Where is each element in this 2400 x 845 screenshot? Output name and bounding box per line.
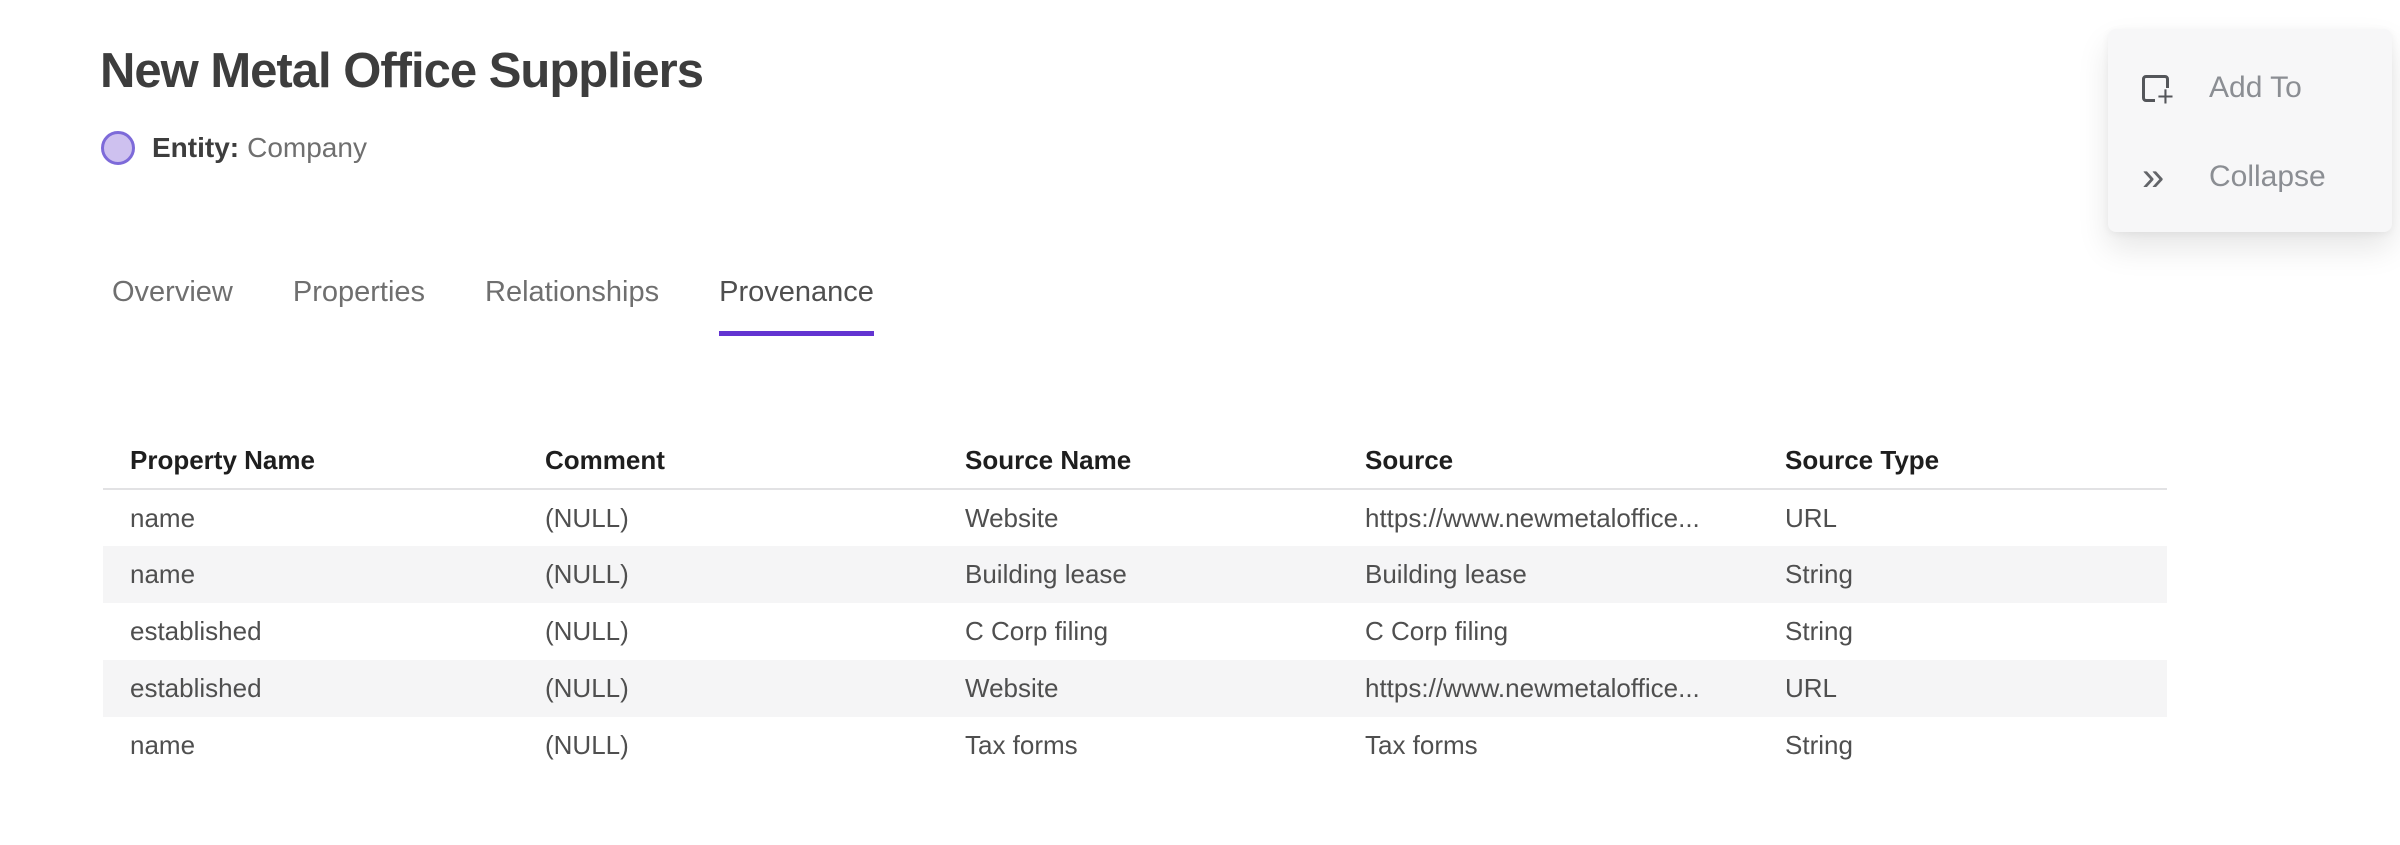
cell-comment: (NULL) [545,502,629,533]
tab-provenance[interactable]: Provenance [719,276,874,336]
cell-property-name: name [130,730,196,760]
tab-overview[interactable]: Overview [112,276,233,308]
table-row[interactable] [103,603,2167,660]
tab-relationships[interactable]: Relationships [485,276,660,308]
cell-property-name: established [130,673,262,703]
column-header-source-name: Source Name [938,432,1338,489]
cell-source-name: Website [965,673,1059,703]
cell-source-name: Tax forms [965,730,1078,760]
floating-action-panel [2108,29,2392,232]
cell-source: Tax forms [1365,730,1478,760]
cell-source: C Corp filing [1365,616,1509,646]
cell-source-type: String [1785,616,1853,646]
collapse-icon-slot [2142,155,2178,199]
table-row[interactable] [103,717,2167,774]
cell-source-name: Website [965,502,1059,533]
cell-comment: (NULL) [545,559,629,589]
add-to-label: Add To [2209,71,2302,104]
column-header-comment: Comment [518,432,938,489]
add-to-icon-slot [2142,75,2178,113]
cell-comment: (NULL) [545,673,629,703]
entity-type-value: Company [247,132,367,163]
collapse-button[interactable] [2108,155,2392,199]
column-header-source-type: Source Type [1758,432,2167,489]
double-chevron-right-icon: » [2142,155,2163,199]
column-header-source: Source [1338,432,1758,489]
collapse-label: Collapse [2209,160,2326,193]
cell-comment: (NULL) [545,730,629,760]
entity-type-text [152,132,367,164]
cell-source: https://www.newmetaloffice... [1365,673,1700,703]
cell-source-type: URL [1785,673,1838,703]
column-header-property-name: Property Name [103,432,518,489]
cell-source: https://www.newmetaloffice... [1365,502,1700,533]
cell-property-name: name [130,559,196,589]
entity-circle-icon [101,131,135,165]
cell-source-type: URL [1785,502,1838,533]
table-header-row [103,432,2167,489]
table-row[interactable] [103,546,2167,603]
page-title: New Metal Office Suppliers [100,44,703,98]
cell-source-type: String [1785,559,1853,589]
cell-property-name: established [130,616,262,646]
cell-comment: (NULL) [545,616,629,646]
cell-source-type: String [1785,730,1853,760]
cell-source: Building lease [1365,559,1527,589]
table-row[interactable] [103,489,2167,546]
tab-bar [112,276,874,336]
cell-source-name: C Corp filing [965,616,1109,646]
provenance-table-container [103,432,2167,774]
cell-source-name: Building lease [965,559,1127,589]
add-to-button[interactable] [2108,71,2392,113]
table-row[interactable] [103,660,2167,717]
tab-properties[interactable]: Properties [292,276,426,308]
entity-type-row [101,131,367,165]
plus-glyph: + [2155,88,2176,109]
add-to-icon [2142,75,2174,113]
provenance-table [103,432,2167,774]
cell-property-name: name [130,502,196,533]
entity-label: Entity: [152,132,240,163]
